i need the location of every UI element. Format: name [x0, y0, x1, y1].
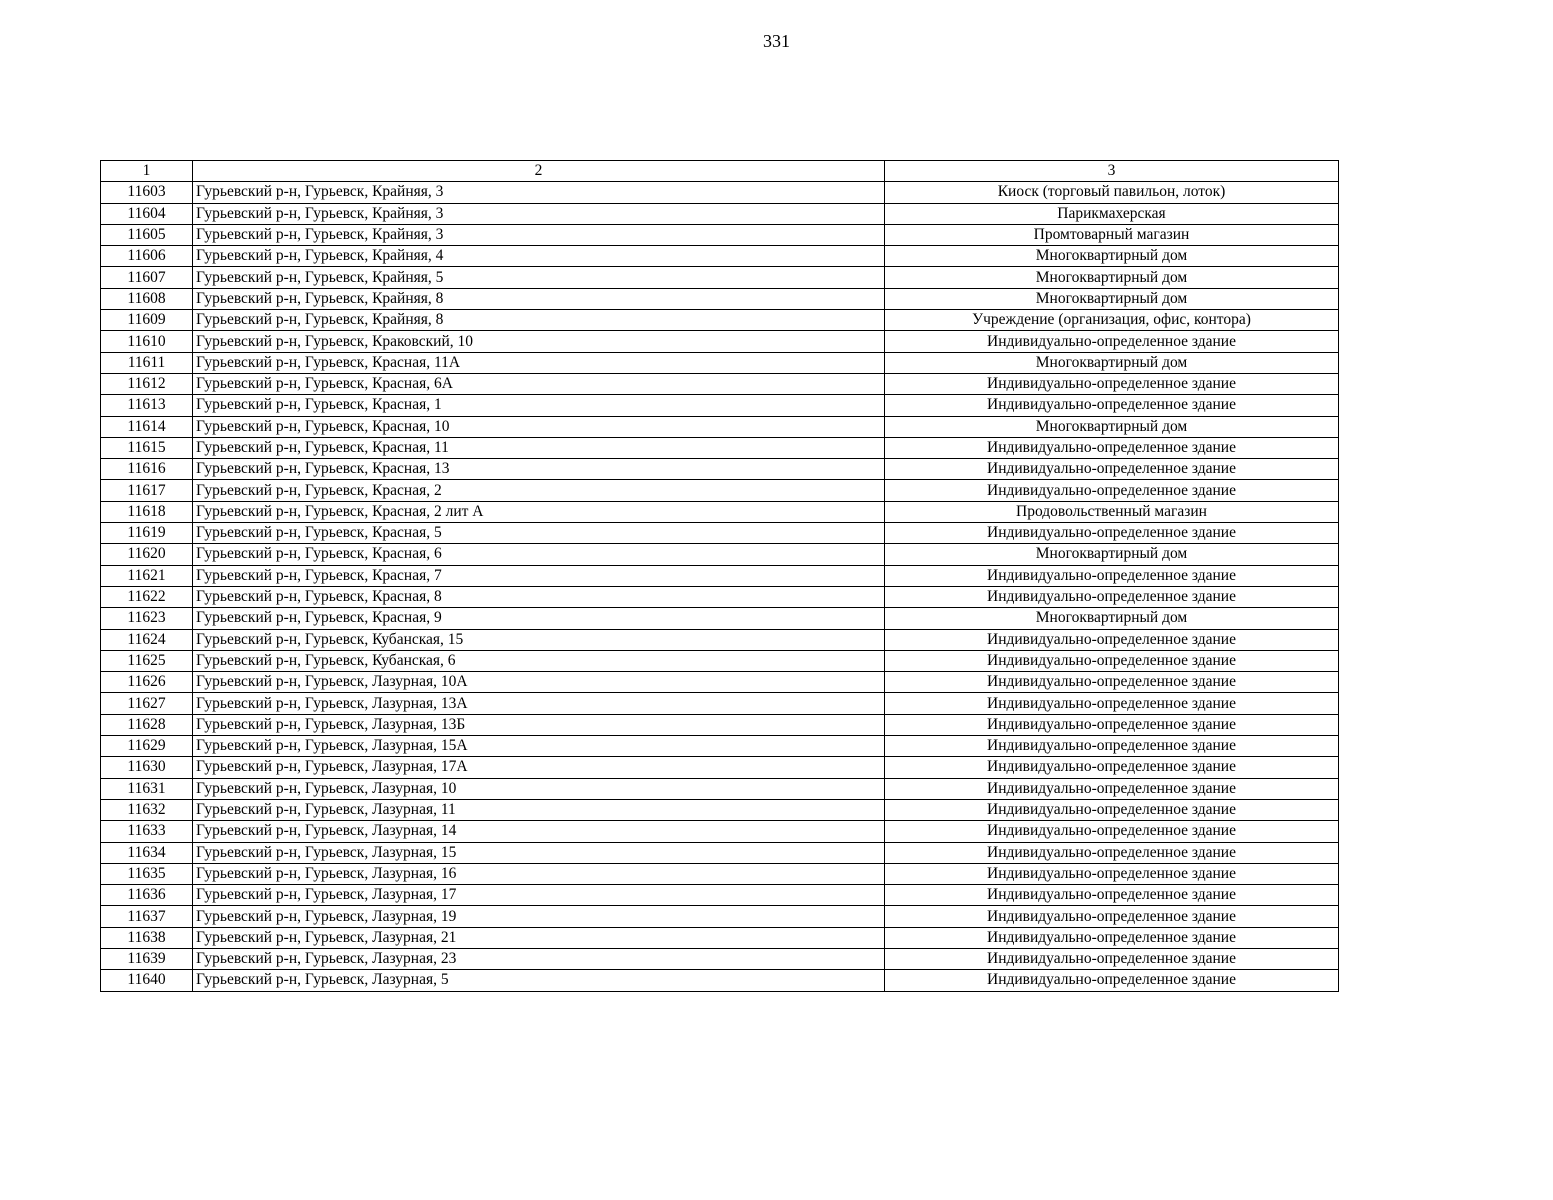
- table-row: [101, 906, 1339, 927]
- object-type-cell: Киоск (торговый павильон, лоток): [885, 182, 1339, 203]
- table-row: [101, 501, 1339, 522]
- object-type-cell: Индивидуально-определенное здание: [885, 395, 1339, 416]
- table-row: [101, 863, 1339, 884]
- address-cell: Гурьевский р-н, Гурьевск, Крайняя, 8: [193, 288, 885, 309]
- object-type-cell: Многоквартирный дом: [885, 416, 1339, 437]
- row-number-cell: 11635: [101, 863, 193, 884]
- address-cell: Гурьевский р-н, Гурьевск, Красная, 7: [193, 565, 885, 586]
- row-number-cell: 11639: [101, 948, 193, 969]
- object-type-cell: Индивидуально-определенное здание: [885, 885, 1339, 906]
- address-cell: Гурьевский р-н, Гурьевск, Лазурная, 15А: [193, 736, 885, 757]
- object-type-cell: Индивидуально-определенное здание: [885, 480, 1339, 501]
- object-type-cell: Индивидуально-определенное здание: [885, 821, 1339, 842]
- row-number-cell: 11627: [101, 693, 193, 714]
- address-cell: Гурьевский р-н, Гурьевск, Красная, 11: [193, 437, 885, 458]
- address-cell: Гурьевский р-н, Гурьевск, Красная, 11А: [193, 352, 885, 373]
- page-number: 331: [763, 31, 790, 51]
- row-number-cell: 11623: [101, 608, 193, 629]
- registry-table: [100, 160, 1339, 992]
- row-number-cell: 11611: [101, 352, 193, 373]
- address-cell: Гурьевский р-н, Гурьевск, Лазурная, 14: [193, 821, 885, 842]
- table-row: [101, 799, 1339, 820]
- row-number-cell: 11610: [101, 331, 193, 352]
- object-type-cell: Продовольственный магазин: [885, 501, 1339, 522]
- table-row: [101, 267, 1339, 288]
- object-type-cell: Индивидуально-определенное здание: [885, 842, 1339, 863]
- address-cell: Гурьевский р-н, Гурьевск, Краковский, 10: [193, 331, 885, 352]
- table-row: [101, 395, 1339, 416]
- address-cell: Гурьевский р-н, Гурьевск, Крайняя, 3: [193, 182, 885, 203]
- object-type-cell: Индивидуально-определенное здание: [885, 757, 1339, 778]
- object-type-cell: Индивидуально-определенное здание: [885, 459, 1339, 480]
- object-type-cell: Индивидуально-определенное здание: [885, 927, 1339, 948]
- row-number-cell: 11640: [101, 970, 193, 991]
- table-row: [101, 523, 1339, 544]
- row-number-cell: 11615: [101, 437, 193, 458]
- row-number-cell: 11609: [101, 310, 193, 331]
- table-row: [101, 246, 1339, 267]
- row-number-cell: 11608: [101, 288, 193, 309]
- address-cell: Гурьевский р-н, Гурьевск, Красная, 6: [193, 544, 885, 565]
- address-cell: Гурьевский р-н, Гурьевск, Лазурная, 13А: [193, 693, 885, 714]
- table-row: [101, 565, 1339, 586]
- column-header-address: 2: [193, 161, 885, 182]
- address-cell: Гурьевский р-н, Гурьевск, Крайняя, 8: [193, 310, 885, 331]
- table-row: [101, 927, 1339, 948]
- object-type-cell: Индивидуально-определенное здание: [885, 906, 1339, 927]
- table-row: [101, 544, 1339, 565]
- address-cell: Гурьевский р-н, Гурьевск, Красная, 2: [193, 480, 885, 501]
- row-number-cell: 11622: [101, 586, 193, 607]
- row-number-cell: 11606: [101, 246, 193, 267]
- table-row: [101, 650, 1339, 671]
- address-cell: Гурьевский р-н, Гурьевск, Лазурная, 15: [193, 842, 885, 863]
- row-number-cell: 11630: [101, 757, 193, 778]
- table-row: [101, 608, 1339, 629]
- table-row: [101, 224, 1339, 245]
- row-number-cell: 11616: [101, 459, 193, 480]
- table-row: [101, 842, 1339, 863]
- column-header-number: 1: [101, 161, 193, 182]
- object-type-cell: Индивидуально-определенное здание: [885, 331, 1339, 352]
- object-type-cell: Индивидуально-определенное здание: [885, 948, 1339, 969]
- address-cell: Гурьевский р-н, Гурьевск, Лазурная, 11: [193, 799, 885, 820]
- table-row: [101, 288, 1339, 309]
- row-number-cell: 11624: [101, 629, 193, 650]
- row-number-cell: 11636: [101, 885, 193, 906]
- row-number-cell: 11613: [101, 395, 193, 416]
- object-type-cell: Многоквартирный дом: [885, 288, 1339, 309]
- table-row: [101, 821, 1339, 842]
- address-cell: Гурьевский р-н, Гурьевск, Крайняя, 5: [193, 267, 885, 288]
- table-row: [101, 373, 1339, 394]
- object-type-cell: Многоквартирный дом: [885, 608, 1339, 629]
- object-type-cell: Индивидуально-определенное здание: [885, 437, 1339, 458]
- row-number-cell: 11634: [101, 842, 193, 863]
- address-cell: Гурьевский р-н, Гурьевск, Лазурная, 10А: [193, 672, 885, 693]
- table-row: [101, 714, 1339, 735]
- row-number-cell: 11638: [101, 927, 193, 948]
- table-row: [101, 480, 1339, 501]
- address-cell: Гурьевский р-н, Гурьевск, Красная, 9: [193, 608, 885, 629]
- row-number-cell: 11619: [101, 523, 193, 544]
- row-number-cell: 11637: [101, 906, 193, 927]
- address-cell: Гурьевский р-н, Гурьевск, Кубанская, 15: [193, 629, 885, 650]
- object-type-cell: Индивидуально-определенное здание: [885, 672, 1339, 693]
- address-cell: Гурьевский р-н, Гурьевск, Лазурная, 21: [193, 927, 885, 948]
- address-cell: Гурьевский р-н, Гурьевск, Лазурная, 17А: [193, 757, 885, 778]
- row-number-cell: 11607: [101, 267, 193, 288]
- row-number-cell: 11621: [101, 565, 193, 586]
- table-row: [101, 586, 1339, 607]
- object-type-cell: Многоквартирный дом: [885, 544, 1339, 565]
- address-cell: Гурьевский р-н, Гурьевск, Лазурная, 16: [193, 863, 885, 884]
- table-row: [101, 757, 1339, 778]
- table-row: [101, 310, 1339, 331]
- row-number-cell: 11633: [101, 821, 193, 842]
- object-type-cell: Промтоварный магазин: [885, 224, 1339, 245]
- object-type-cell: Индивидуально-определенное здание: [885, 863, 1339, 884]
- object-type-cell: Индивидуально-определенное здание: [885, 523, 1339, 544]
- row-number-cell: 11626: [101, 672, 193, 693]
- table-row: [101, 736, 1339, 757]
- address-cell: Гурьевский р-н, Гурьевск, Лазурная, 10: [193, 778, 885, 799]
- row-number-cell: 11620: [101, 544, 193, 565]
- table-row: [101, 885, 1339, 906]
- address-cell: Гурьевский р-н, Гурьевск, Лазурная, 23: [193, 948, 885, 969]
- object-type-cell: Индивидуально-определенное здание: [885, 778, 1339, 799]
- address-cell: Гурьевский р-н, Гурьевск, Лазурная, 5: [193, 970, 885, 991]
- row-number-cell: 11605: [101, 224, 193, 245]
- row-number-cell: 11628: [101, 714, 193, 735]
- table-row: [101, 629, 1339, 650]
- row-number-cell: 11604: [101, 203, 193, 224]
- row-number-cell: 11614: [101, 416, 193, 437]
- table-row: [101, 182, 1339, 203]
- row-number-cell: 11629: [101, 736, 193, 757]
- object-type-cell: Индивидуально-определенное здание: [885, 970, 1339, 991]
- table-row: [101, 672, 1339, 693]
- object-type-cell: Индивидуально-определенное здание: [885, 629, 1339, 650]
- row-number-cell: 11612: [101, 373, 193, 394]
- row-number-cell: 11603: [101, 182, 193, 203]
- address-cell: Гурьевский р-н, Гурьевск, Кубанская, 6: [193, 650, 885, 671]
- address-cell: Гурьевский р-н, Гурьевск, Крайняя, 4: [193, 246, 885, 267]
- object-type-cell: Многоквартирный дом: [885, 267, 1339, 288]
- table-row: [101, 778, 1339, 799]
- table-row: [101, 352, 1339, 373]
- column-header-object-type: 3: [885, 161, 1339, 182]
- row-number-cell: 11632: [101, 799, 193, 820]
- address-cell: Гурьевский р-н, Гурьевск, Лазурная, 17: [193, 885, 885, 906]
- address-cell: Гурьевский р-н, Гурьевск, Красная, 5: [193, 523, 885, 544]
- object-type-cell: Индивидуально-определенное здание: [885, 565, 1339, 586]
- table-row: [101, 948, 1339, 969]
- address-cell: Гурьевский р-н, Гурьевск, Лазурная, 19: [193, 906, 885, 927]
- row-number-cell: 11625: [101, 650, 193, 671]
- address-cell: Гурьевский р-н, Гурьевск, Красная, 8: [193, 586, 885, 607]
- address-cell: Гурьевский р-н, Гурьевск, Крайняя, 3: [193, 203, 885, 224]
- row-number-cell: 11631: [101, 778, 193, 799]
- object-type-cell: Индивидуально-определенное здание: [885, 799, 1339, 820]
- table-row: [101, 693, 1339, 714]
- table-body: [101, 182, 1339, 991]
- address-cell: Гурьевский р-н, Гурьевск, Крайняя, 3: [193, 224, 885, 245]
- object-type-cell: Многоквартирный дом: [885, 352, 1339, 373]
- object-type-cell: Учреждение (организация, офис, контора): [885, 310, 1339, 331]
- object-type-cell: Индивидуально-определенное здание: [885, 736, 1339, 757]
- address-cell: Гурьевский р-н, Гурьевск, Красная, 1: [193, 395, 885, 416]
- address-cell: Гурьевский р-н, Гурьевск, Лазурная, 13Б: [193, 714, 885, 735]
- address-cell: Гурьевский р-н, Гурьевск, Красная, 2 лит А: [193, 501, 885, 522]
- table-row: [101, 416, 1339, 437]
- table-row: [101, 437, 1339, 458]
- address-cell: Гурьевский р-н, Гурьевск, Красная, 13: [193, 459, 885, 480]
- address-cell: Гурьевский р-н, Гурьевск, Красная, 10: [193, 416, 885, 437]
- table-row: [101, 331, 1339, 352]
- object-type-cell: Индивидуально-определенное здание: [885, 586, 1339, 607]
- address-cell: Гурьевский р-н, Гурьевск, Красная, 6А: [193, 373, 885, 394]
- row-number-cell: 11618: [101, 501, 193, 522]
- object-type-cell: Индивидуально-определенное здание: [885, 373, 1339, 394]
- row-number-cell: 11617: [101, 480, 193, 501]
- object-type-cell: Индивидуально-определенное здание: [885, 714, 1339, 735]
- object-type-cell: Индивидуально-определенное здание: [885, 693, 1339, 714]
- object-type-cell: Парикмахерская: [885, 203, 1339, 224]
- object-type-cell: Индивидуально-определенное здание: [885, 650, 1339, 671]
- table-row: [101, 203, 1339, 224]
- object-type-cell: Многоквартирный дом: [885, 246, 1339, 267]
- table-row: [101, 970, 1339, 991]
- table-row: [101, 459, 1339, 480]
- header-row: [101, 161, 1339, 182]
